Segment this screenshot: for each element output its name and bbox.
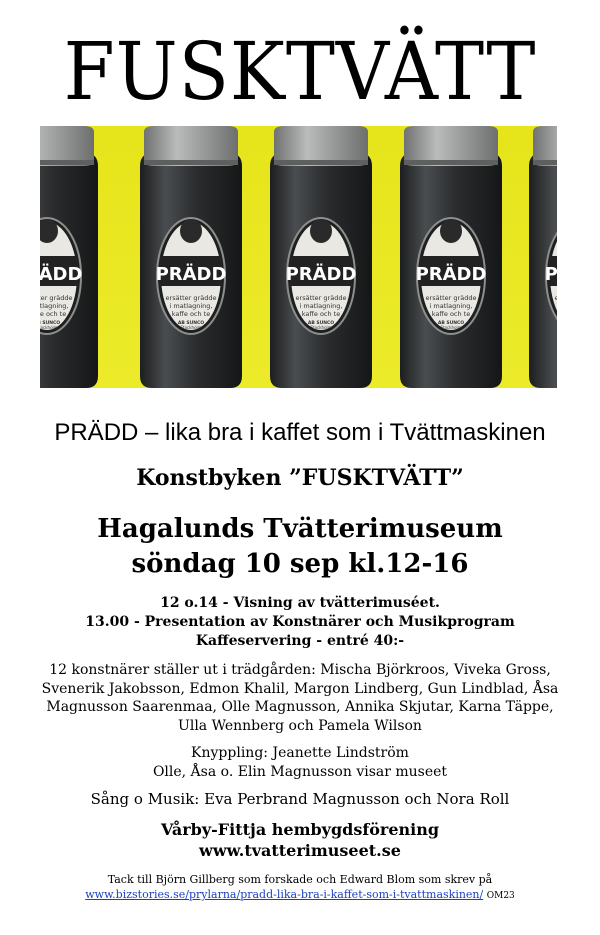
event-date: söndag 10 sep kl.12-16 [131, 549, 469, 579]
music-info: Sång o Musik: Eva Perbrand Magnusson och Nora Roll [90, 790, 510, 808]
bottle-4 [400, 126, 502, 388]
pradd-bottles-photo [40, 126, 557, 388]
source-link[interactable]: www.bizstories.se/prylarna/pradd-lika-bra-i-kaffet-som-i-tvattmaskinen/ [85, 888, 484, 901]
venue-name: Hagalunds Tvätterimuseum [97, 514, 503, 544]
tagline: PRÄDD – lika bra i kaffet som i Tvättmaskinen [54, 419, 546, 446]
program-item: 12 o.14 - Visning av tvätterimuséet. [160, 595, 440, 611]
bottle-1 [40, 126, 98, 388]
bottle-5 [529, 126, 557, 388]
event-subtitle: Konstbyken ”FUSKTVÄTT” [136, 465, 464, 491]
program-item: 13.00 - Presentation av Konstnärer och Musikprogram [85, 614, 515, 630]
initials: OM23 [486, 891, 515, 901]
website[interactable]: www.tvatterimuseet.se [199, 841, 401, 860]
guide-line: Olle, Åsa o. Elin Magnusson visar museet [152, 763, 448, 780]
lace-info [0, 744, 600, 781]
lace-line: Knyppling: Jeanette Lindström [191, 745, 409, 761]
credits [0, 872, 600, 904]
program-list [0, 594, 600, 651]
thanks-text: Tack till Björn Gillberg som forskade och Edward Blom som skrev på [107, 873, 493, 886]
organizer [0, 819, 600, 861]
poster-title: FUSKTVÄTT [63, 25, 537, 118]
bottle-3 [270, 126, 372, 388]
bottle-2 [140, 126, 242, 388]
association-name: Vårby-Fittja hembygdsförening [160, 820, 440, 839]
artists-list: 12 konstnärer ställer ut i trädgården: Mischa Björkroos, Viveka Gross, Svenerik Jakobsson, Edmon Khalil, Margon Lindberg, Gun Lindblad, Åsa Magnusson Saarenmaa, Olle Magnusson, Annika Skjutar, Karna Täppe, Ulla Wennberg och Pamela Wilson [41, 662, 559, 734]
program-item: Kaffeservering - entré 40:- [195, 633, 405, 649]
